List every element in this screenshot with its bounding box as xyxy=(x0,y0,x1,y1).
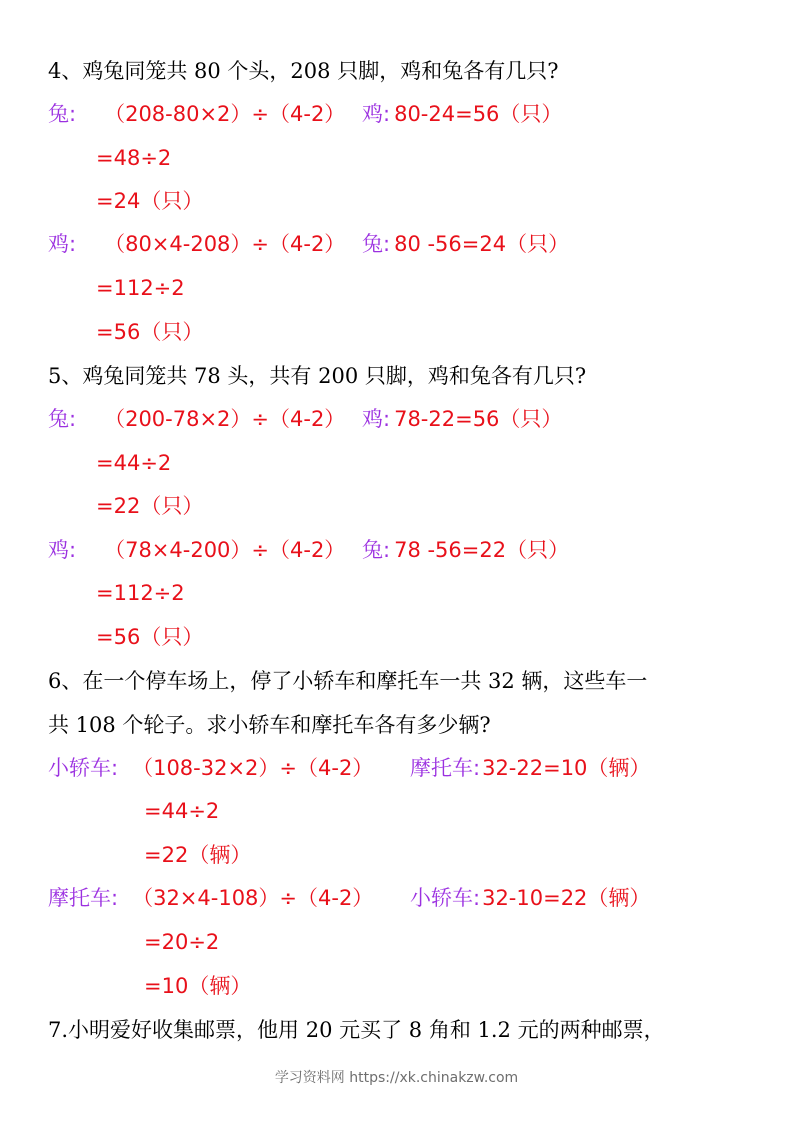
chicken-label: 鸡: xyxy=(48,538,77,562)
car-expression: （108-32×2）÷（4-2） xyxy=(132,756,374,780)
problem-4-chicken-side xyxy=(362,100,562,128)
problem-4-rabbit-step-2: =24（只） xyxy=(96,189,204,213)
problem-5-rabbit-row xyxy=(48,405,345,433)
problem-4-rabbit-row xyxy=(48,100,345,128)
chicken-side-label: 鸡: xyxy=(362,102,391,126)
rabbit-expression: （200-78×2）÷（4-2） xyxy=(104,407,346,431)
problem-5-chicken-side xyxy=(362,405,562,433)
rabbit-side-expression: 80 -56=24（只） xyxy=(394,232,570,256)
rabbit-side-label: 兔: xyxy=(362,538,391,562)
chicken-side-expression: 80-24=56（只） xyxy=(394,102,563,126)
problem-6-question-line-1: 6、在一个停车场上，停了小轿车和摩托车一共 32 辆，这些车一 xyxy=(48,669,648,693)
problem-6-car-side xyxy=(410,884,650,912)
problem-5-rabbit-side xyxy=(362,536,569,564)
problem-4-rabbit-step-1: =48÷2 xyxy=(96,146,172,170)
chicken-expression: （78×4-200）÷（4-2） xyxy=(104,538,346,562)
problem-6-question-line-2: 共 108 个轮子。求小轿车和摩托车各有多少辆? xyxy=(48,713,491,737)
chicken-side-expression: 78-22=56（只） xyxy=(394,407,563,431)
moto-side-label: 摩托车: xyxy=(410,756,481,780)
moto-label: 摩托车: xyxy=(48,886,119,910)
problem-6-moto-row xyxy=(48,884,373,912)
chicken-label: 鸡: xyxy=(48,232,77,256)
rabbit-side-label: 兔: xyxy=(362,232,391,256)
problem-6-moto-step-1: =20÷2 xyxy=(144,930,220,954)
problem-5-chicken-step-1: =112÷2 xyxy=(96,581,185,605)
problem-7-question-line-1: 7.小明爱好收集邮票，他用 20 元买了 8 角和 1.2 元的两种邮票， xyxy=(48,1018,665,1042)
problem-6-moto-side xyxy=(410,754,650,782)
chicken-side-label: 鸡: xyxy=(362,407,391,431)
moto-side-expression: 32-22=10（辆） xyxy=(482,756,651,780)
car-side-label: 小轿车: xyxy=(410,886,481,910)
problem-4-chicken-step-2: =56（只） xyxy=(96,320,204,344)
rabbit-expression: （208-80×2）÷（4-2） xyxy=(104,102,346,126)
problem-6-car-step-1: =44÷2 xyxy=(144,799,220,823)
problem-4-chicken-row xyxy=(48,230,345,258)
footer-watermark: 学习资料网 https://xk.chinakzw.com xyxy=(274,1070,519,1086)
chicken-expression: （80×4-208）÷（4-2） xyxy=(104,232,346,256)
problem-5-question: 5、鸡兔同笼共 78 头，共有 200 只脚，鸡和兔各有几只? xyxy=(48,364,587,388)
problem-4-rabbit-side xyxy=(362,230,569,258)
problem-5-chicken-row xyxy=(48,536,345,564)
problem-5-rabbit-step-2: =22（只） xyxy=(96,494,204,518)
rabbit-label: 兔: xyxy=(48,407,77,431)
rabbit-side-expression: 78 -56=22（只） xyxy=(394,538,570,562)
problem-4-question: 4、鸡兔同笼共 80 个头，208 只脚，鸡和兔各有几只? xyxy=(48,59,559,83)
rabbit-label: 兔: xyxy=(48,102,77,126)
car-side-expression: 32-10=22（辆） xyxy=(482,886,651,910)
problem-6-car-step-2: =22（辆） xyxy=(144,843,252,867)
problem-6-car-row xyxy=(48,754,373,782)
problem-6-moto-step-2: =10（辆） xyxy=(144,974,252,998)
car-label: 小轿车: xyxy=(48,756,119,780)
problem-5-chicken-step-2: =56（只） xyxy=(96,625,204,649)
moto-expression: （32×4-108）÷（4-2） xyxy=(132,886,374,910)
problem-4-chicken-step-1: =112÷2 xyxy=(96,276,185,300)
problem-5-rabbit-step-1: =44÷2 xyxy=(96,451,172,475)
